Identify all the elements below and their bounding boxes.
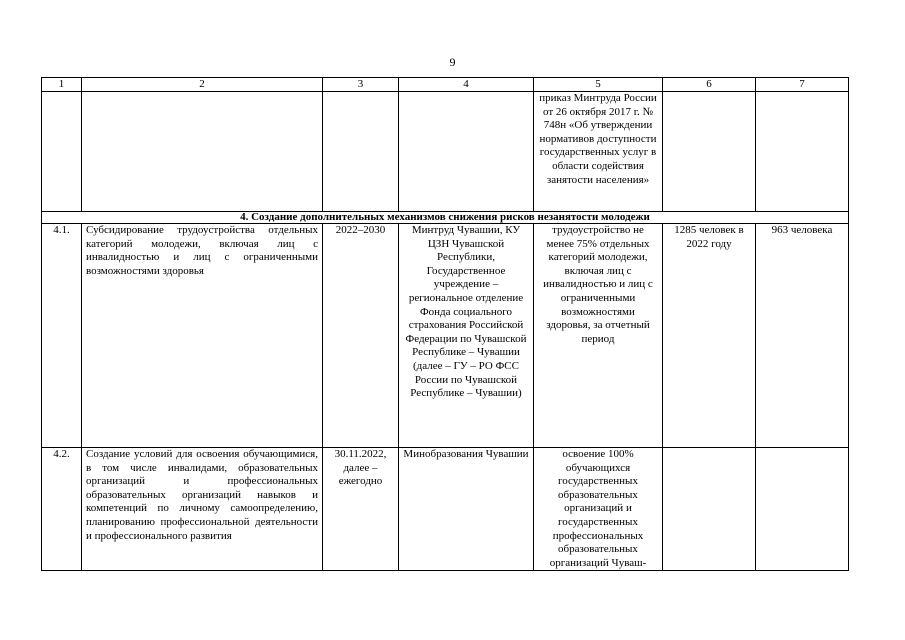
period: 2022–2030 bbox=[323, 224, 399, 448]
period: 30.11.2022, далее – ежегодно bbox=[323, 448, 399, 571]
expected-result: освоение 100% обучающихся государственных образовательных организаций и государственных профессиональных образовательных организаций Чуваш- bbox=[534, 448, 663, 571]
continuation-result-cell: приказ Минтруда России от 26 октября 2017 г. № 748н «Об утверждении нормативов доступности государственных услуг в области содействия занятости населения» bbox=[534, 92, 663, 212]
section-title: 4. Создание дополнительных механизмов снижения рисков незанятости молодежи bbox=[42, 212, 849, 224]
program-table bbox=[41, 77, 849, 571]
measure-name: Субсидирование трудоустройства отдельных категорий молодежи, включая лиц с инвалидностью и лиц с ограниченными возможностями здоровья bbox=[82, 224, 323, 448]
col-header-7: 7 bbox=[756, 78, 849, 92]
indicator-value-2 bbox=[756, 448, 849, 571]
page-number: 9 bbox=[449, 55, 456, 69]
executor: Минтруд Чувашии, КУ ЦЗН Чувашской Республики, Государственное учреждение – региональное отделение Фонда социального страхования Российской Федерации по Чувашской Республике – Чувашии (далее – ГУ – РО ФСС России по Чувашской Республике – Чувашии) bbox=[399, 224, 534, 448]
expected-result: трудоустройство не менее 75% отдельных категорий молодежи, включая лиц с инвалидностью и лиц с ограниченными возможностями здоровья, за отчетный период bbox=[534, 224, 663, 448]
col-header-2: 2 bbox=[82, 78, 323, 92]
col-header-4: 4 bbox=[399, 78, 534, 92]
row-number: 4.2. bbox=[42, 448, 82, 571]
col-header-1: 1 bbox=[42, 78, 82, 92]
executor: Минобразования Чувашии bbox=[399, 448, 534, 571]
continuation-row bbox=[42, 92, 849, 212]
indicator-value bbox=[663, 448, 756, 571]
measure-name: Создание условий для освоения обучающимися, в том числе инвалидами, образовательных организаций и профессиональных образовательных организаций навыков и компетенций по личному самоопределению, планированию профессиональной деятельности и профессионального развития bbox=[82, 448, 323, 571]
column-number-row bbox=[42, 78, 849, 92]
col-header-3: 3 bbox=[323, 78, 399, 92]
row-number: 4.1. bbox=[42, 224, 82, 448]
col-header-5: 5 bbox=[534, 78, 663, 92]
indicator-value: 1285 человек в 2022 году bbox=[663, 224, 756, 448]
table-row bbox=[42, 224, 849, 448]
col-header-6: 6 bbox=[663, 78, 756, 92]
indicator-value-2: 963 человека bbox=[756, 224, 849, 448]
table-row bbox=[42, 448, 849, 571]
section-heading-row bbox=[42, 212, 849, 224]
